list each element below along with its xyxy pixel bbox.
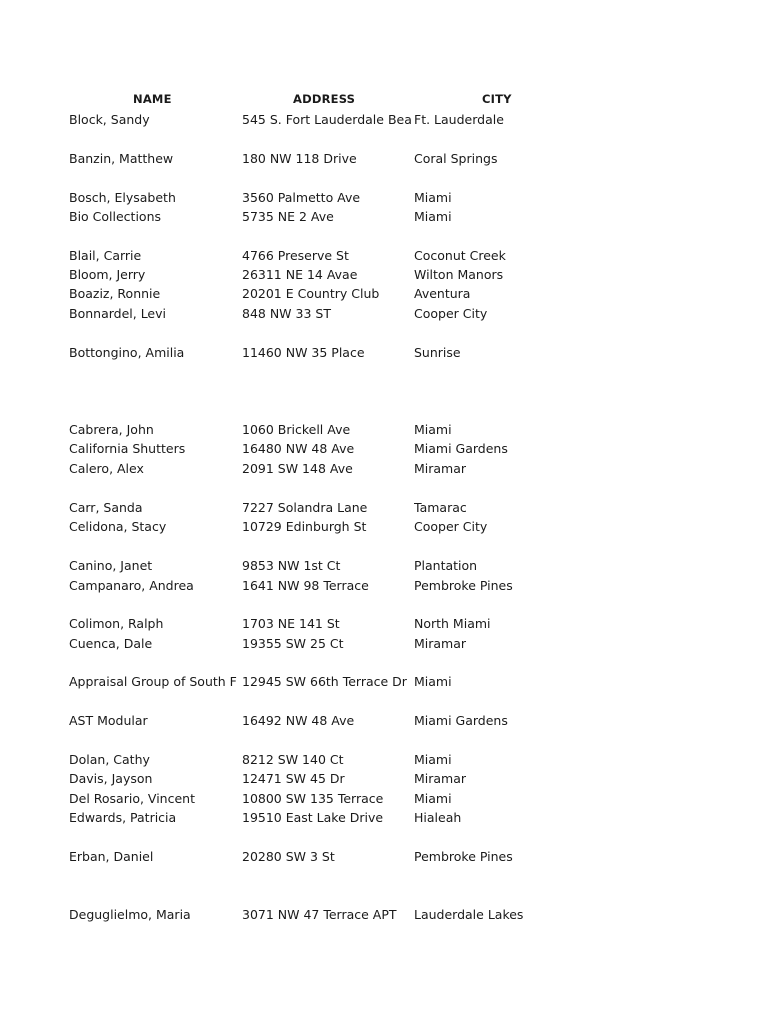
name-cell: Celidona, Stacy <box>69 519 167 534</box>
table-row <box>0 344 768 362</box>
name-cell: Banzin, Matthew <box>69 151 174 166</box>
name-cell: Erban, Daniel <box>69 849 154 864</box>
address-cell: 26311 NE 14 Avae <box>242 267 358 282</box>
address-cell: 545 S. Fort Lauderdale Bea <box>242 112 412 127</box>
table-row <box>0 906 768 924</box>
address-cell: 19355 SW 25 Ct <box>242 636 344 651</box>
city-cell: Miami Gardens <box>414 441 508 456</box>
name-cell: Del Rosario, Vincent <box>69 791 195 806</box>
address-cell: 9853 NW 1st Ct <box>242 558 341 573</box>
city-cell: Miami <box>414 422 452 437</box>
address-cell: 2091 SW 148 Ave <box>242 461 353 476</box>
table-row <box>0 208 768 226</box>
city-cell: Pembroke Pines <box>414 578 513 593</box>
address-cell: 180 NW 118 Drive <box>242 151 357 166</box>
address-cell: 20201 E Country Club <box>242 286 380 301</box>
city-cell: Miami <box>414 791 452 806</box>
table-row <box>0 305 768 323</box>
name-cell: Canino, Janet <box>69 558 153 573</box>
column-header-row <box>0 92 768 110</box>
name-cell: Deguglielmo, Maria <box>69 907 191 922</box>
table-row <box>0 751 768 769</box>
address-cell: 12945 SW 66th Terrace Dr <box>242 674 407 689</box>
address-cell: 10800 SW 135 Terrace <box>242 791 384 806</box>
name-cell: Bosch, Elysabeth <box>69 190 176 205</box>
table-row <box>0 266 768 284</box>
name-cell: Cuenca, Dale <box>69 636 153 651</box>
table-row <box>0 615 768 633</box>
city-cell: Miami Gardens <box>414 713 508 728</box>
address-cell: 3560 Palmetto Ave <box>242 190 361 205</box>
name-cell: Calero, Alex <box>69 461 144 476</box>
name-cell: Bio Collections <box>69 209 162 224</box>
address-cell: 1060 Brickell Ave <box>242 422 351 437</box>
name-cell: Bottongino, Amilia <box>69 345 185 360</box>
address-cell: 4766 Preserve St <box>242 248 349 263</box>
table-row <box>0 790 768 808</box>
city-cell: Aventura <box>414 286 471 301</box>
table-row <box>0 712 768 730</box>
table-row <box>0 635 768 653</box>
address-cell: 1703 NE 141 St <box>242 616 340 631</box>
table-row <box>0 557 768 575</box>
table-row <box>0 111 768 129</box>
address-cell: 19510 East Lake Drive <box>242 810 384 825</box>
table-row <box>0 577 768 595</box>
name-cell: Davis, Jayson <box>69 771 153 786</box>
city-cell: Sunrise <box>414 345 461 360</box>
name-cell: Dolan, Cathy <box>69 752 150 767</box>
city-cell: Wilton Manors <box>414 267 504 282</box>
name-cell: Bonnardel, Levi <box>69 306 166 321</box>
table-row <box>0 499 768 517</box>
name-cell: Campanaro, Andrea <box>69 578 194 593</box>
city-cell: Lauderdale Lakes <box>414 907 524 922</box>
name-cell: Boaziz, Ronnie <box>69 286 161 301</box>
table-row <box>0 247 768 265</box>
address-cell: 1641 NW 98 Terrace <box>242 578 369 593</box>
name-cell: Block, Sandy <box>69 112 150 127</box>
city-cell: Miramar <box>414 461 467 476</box>
name-cell: Carr, Sanda <box>69 500 143 515</box>
table-row <box>0 150 768 168</box>
city-cell: Cooper City <box>414 306 488 321</box>
table-row <box>0 421 768 439</box>
address-cell: 8212 SW 140 Ct <box>242 752 344 767</box>
table-row <box>0 460 768 478</box>
city-cell: Miami <box>414 190 452 205</box>
city-cell: Coral Springs <box>414 151 498 166</box>
city-cell: Ft. Lauderdale <box>414 112 504 127</box>
table-row <box>0 518 768 536</box>
name-cell: Colimon, Ralph <box>69 616 164 631</box>
city-cell: Miami <box>414 752 452 767</box>
name-cell: Blail, Carrie <box>69 248 142 263</box>
address-cell: 5735 NE 2 Ave <box>242 209 334 224</box>
table-row <box>0 809 768 827</box>
table-row <box>0 848 768 866</box>
address-cell: 12471 SW 45 Dr <box>242 771 345 786</box>
address-cell: 10729 Edinburgh St <box>242 519 367 534</box>
city-cell: North Miami <box>414 616 491 631</box>
name-cell: Appraisal Group of South F <box>69 674 237 689</box>
city-cell: Plantation <box>414 558 478 573</box>
address-cell: 848 NW 33 ST <box>242 306 331 321</box>
city-cell: Cooper City <box>414 519 488 534</box>
city-cell: Miramar <box>414 636 467 651</box>
city-cell: Tamarac <box>414 500 467 515</box>
name-cell: AST Modular <box>69 713 148 728</box>
name-cell: Edwards, Patricia <box>69 810 177 825</box>
city-cell: Pembroke Pines <box>414 849 513 864</box>
name-column-header: NAME <box>133 92 172 106</box>
city-cell: Coconut Creek <box>414 248 506 263</box>
address-cell: 16480 NW 48 Ave <box>242 441 355 456</box>
address-cell: 11460 NW 35 Place <box>242 345 365 360</box>
address-cell: 7227 Solandra Lane <box>242 500 368 515</box>
address-cell: 20280 SW 3 St <box>242 849 335 864</box>
address-cell: 3071 NW 47 Terrace APT <box>242 907 397 922</box>
table-row <box>0 285 768 303</box>
name-cell: Cabrera, John <box>69 422 154 437</box>
city-cell: Miami <box>414 674 452 689</box>
city-column-header: CITY <box>482 92 512 106</box>
table-row <box>0 189 768 207</box>
city-cell: Miami <box>414 209 452 224</box>
table-row <box>0 673 768 691</box>
name-cell: California Shutters <box>69 441 186 456</box>
address-cell: 16492 NW 48 Ave <box>242 713 355 728</box>
address-column-header: ADDRESS <box>293 92 356 106</box>
table-row <box>0 770 768 788</box>
city-cell: Miramar <box>414 771 467 786</box>
city-cell: Hialeah <box>414 810 462 825</box>
table-row <box>0 440 768 458</box>
name-cell: Bloom, Jerry <box>69 267 146 282</box>
